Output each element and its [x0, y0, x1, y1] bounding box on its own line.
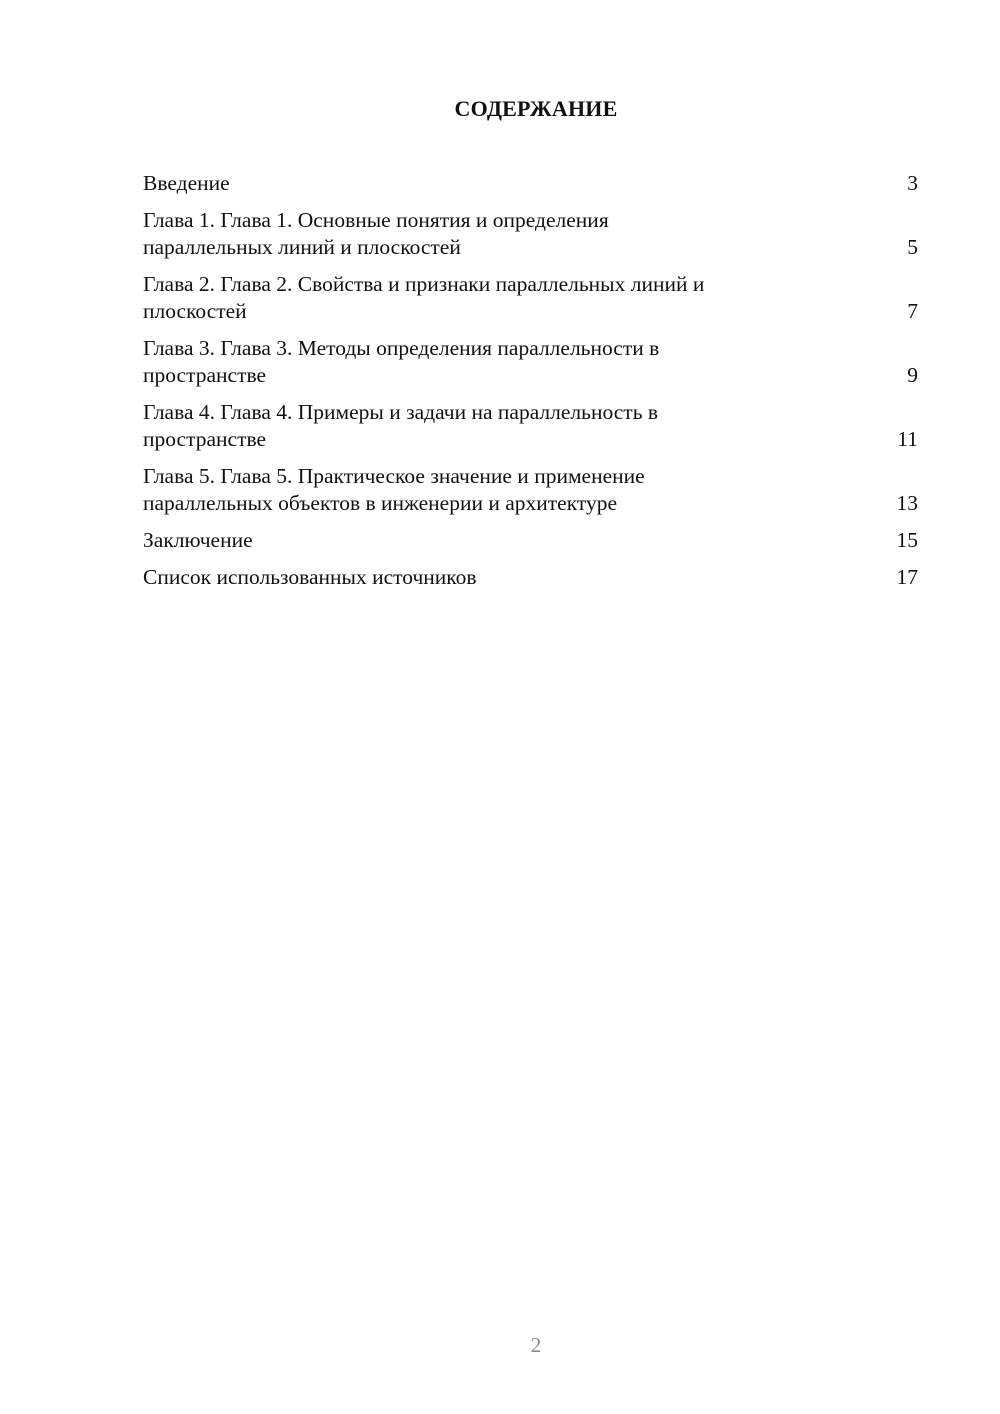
toc-entry-page: 15 [896, 528, 918, 552]
page-number: 2 [530, 1333, 542, 1357]
toc-entry-line: Глава 2. Глава 2. Свойства и признаки параллельных линий и [143, 272, 705, 296]
toc-entry-title [143, 463, 645, 517]
table-of-contents [143, 170, 918, 601]
toc-entry-page: 5 [907, 235, 918, 259]
toc-entry-line: Введение [143, 171, 230, 195]
toc-entry[interactable] [143, 564, 918, 591]
toc-entry-page: 7 [907, 299, 918, 323]
toc-entry-page: 13 [896, 491, 918, 515]
toc-entry-page: 3 [907, 171, 918, 195]
toc-entry-line: Глава 5. Глава 5. Практическое значение и применение [143, 464, 645, 488]
toc-title: СОДЕРЖАНИЕ [454, 96, 618, 121]
toc-entry-line: параллельных объектов в инженерии и архитектуре [143, 491, 618, 515]
toc-entry[interactable] [143, 170, 918, 197]
toc-entry-title [143, 335, 659, 389]
toc-entry-page: 9 [907, 363, 918, 387]
toc-entry[interactable] [143, 271, 918, 325]
toc-entry-page: 11 [897, 427, 918, 451]
toc-entry-page: 17 [896, 565, 918, 589]
toc-entry-line: Глава 3. Глава 3. Методы определения параллельности в [143, 336, 660, 360]
toc-entry-title [143, 170, 230, 197]
toc-entry[interactable] [143, 463, 918, 517]
toc-entry-line: Заключение [143, 528, 253, 552]
toc-entry-title [143, 399, 658, 453]
toc-entry-line: Глава 1. Глава 1. Основные понятия и определения [143, 208, 609, 232]
toc-entry-line: параллельных линий и плоскостей [143, 235, 461, 259]
toc-entry[interactable] [143, 527, 918, 554]
toc-entry[interactable] [143, 335, 918, 389]
toc-entry-line: плоскостей [143, 299, 247, 323]
toc-entry-line: Глава 4. Глава 4. Примеры и задачи на параллельность в [143, 400, 659, 424]
toc-entry-title [143, 207, 609, 261]
toc-entry[interactable] [143, 207, 918, 261]
toc-entry-line: пространстве [143, 363, 267, 387]
toc-entry-line: Список использованных источников [143, 565, 477, 589]
toc-entry[interactable] [143, 399, 918, 453]
toc-entry-title [143, 527, 253, 554]
toc-entry-title [143, 271, 704, 325]
toc-entry-line: пространстве [143, 427, 267, 451]
toc-entry-title [143, 564, 477, 591]
